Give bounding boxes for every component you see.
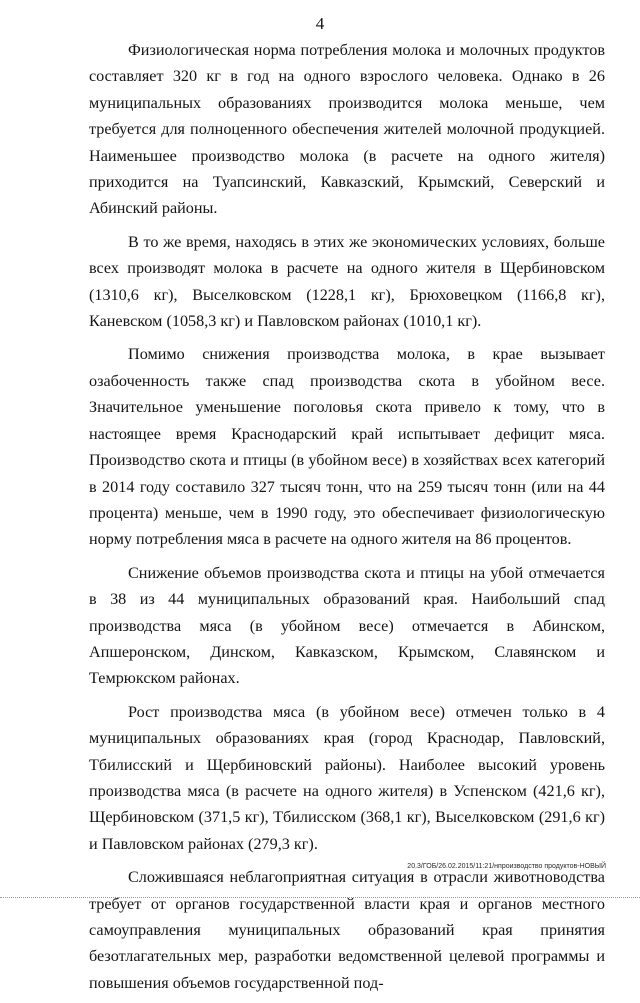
- paragraph-milk-norm: Физиологическая норма потребления молока и молочных продуктов составляет 320 кг в год на одного взрослого человека. Однако в 26 муниципальных образованиях производится молока меньше, чем требуется для полноценного обеспечения жителей молочной продукцией. Наименьшее производство молока (в расчете на одного жителя) приходится на Туапсинский, Кавказский, Крымский, Северский и Абинский районы.: [89, 41, 605, 218]
- page-number: 4: [315, 14, 325, 33]
- paragraph-meat-reduction-areas: Снижение объемов производства скота и птицы на убой отмечается в 38 из 44 муниципальных образований края. Наибольший спад производства мяса (в убойном весе) отмечается в Абинском, Апшеронском, Динском, Кавказском, Крымском, Славянском и Темрюкском районах.: [89, 563, 605, 688]
- paragraph-meat-decline: Помимо снижения производства молока, в крае вызывает озабоченность также спад производства скота в убойном весе. Значительное уменьшение поголовья скота привело к тому, что в настоящее время Краснодарский край испытывает дефицит мяса. Производство скота и птицы (в убойном весе) в хозяйствах всех категорий в 2014 году составило 327 тысяч тонн, что на 259 тысяч тонн (или на 44 процента) меньше, чем в 1990 году, это обеспечивает физиологическую норму потребления мяса в расчете на одного жителя на 86 процентов.: [89, 345, 605, 549]
- paragraph-measures-required: Сложившаяся неблагоприятная ситуация в отрасли животноводства требует от органов государственной власти края и органов местного самоуправления муниципальных образований края принятия безотлагательных мер, разработки ведомственной целевой программы и повышения объемов государственной под-: [89, 868, 605, 992]
- paragraph-milk-leaders: В то же время, находясь в этих же экономических условиях, больше всех производят молока в расчете на одного жителя в Щербиновском (1310,6 кг), Выселковском (1228,1 кг), Брюховецком (1166,8 кг), Каневском (1058,3 кг) и Павловском районах (1010,1 кг).: [89, 232, 605, 331]
- document-body: [89, 37, 605, 1003]
- bottom-divider: [0, 897, 640, 898]
- paragraph-meat-growth: Рост производства мяса (в убойном весе) отмечен только в 4 муниципальных образованиях края (город Краснодар, Павловский, Тбилисский и Щербиновский районы). Наиболее высокий уровень производства мяса (в расчете на одного жителя) в Успенском (421,6 кг), Щербиновском (371,5 кг), Тбилисском (368,1 кг), Выселковском (291,6 кг) и Павловском районах (279,3 кг).: [89, 702, 605, 853]
- document-footer: 20.3/ГОБ/26.02.2015/11:21/нпроизводство продуктов-НОВЫЙ: [407, 863, 606, 870]
